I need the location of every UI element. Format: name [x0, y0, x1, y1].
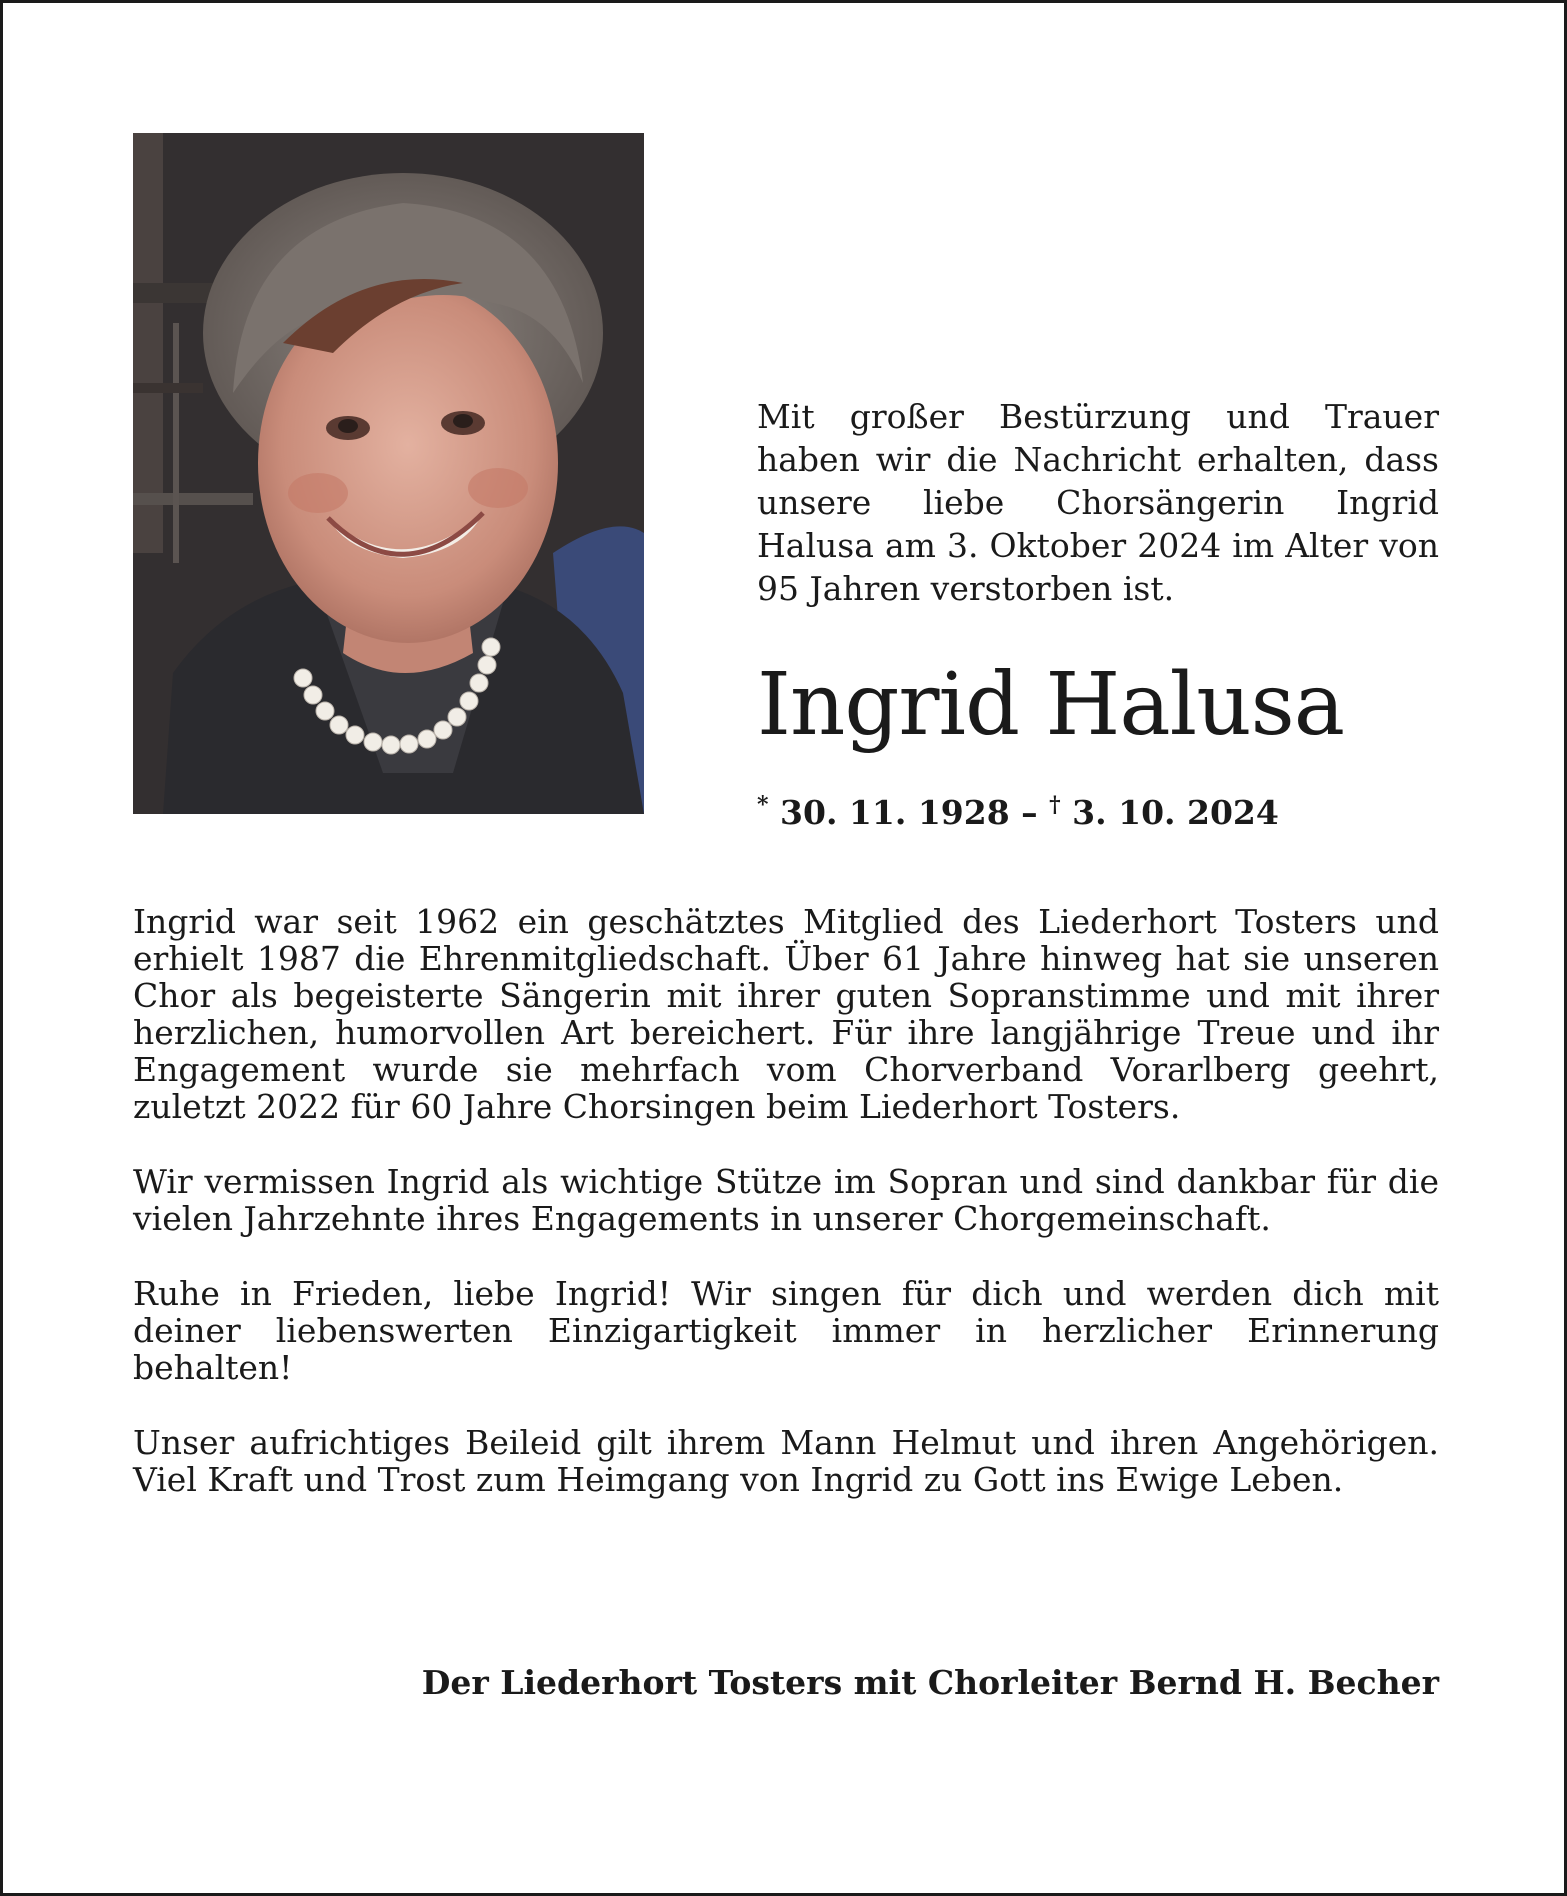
signature: Der Liederhort Tosters mit Chorleiter Bernd H. Becher	[421, 1663, 1439, 1702]
obituary-body	[133, 903, 1439, 1536]
life-dates	[757, 783, 1457, 835]
body-paragraph: Wir vermissen Ingrid als wichtige Stütze im Sopran und sind dankbar für die vielen Jahrzehnte ihres Engagements in unserer Chorgemeinschaft.	[133, 1162, 1439, 1238]
body-paragraph: Ruhe in Frieden, liebe Ingrid! Wir singen für dich und werden dich mit deiner liebenswerten Einzigartigkeit immer in herzlicher Erinnerung behalten!	[133, 1274, 1439, 1387]
birth-symbol: *	[757, 792, 769, 818]
death-date: 3. 10. 2024	[1072, 793, 1279, 832]
intro-text: Mit großer Bestürzung und Trauer haben wir die Nachricht erhalten, dass unsere liebe Chorsängerin Ingrid Halusa am 3. Oktober 2024 im Alter von 95 Jahren verstorben ist.	[757, 397, 1439, 608]
body-paragraph: Unser aufrichtiges Beileid gilt ihrem Mann Helmut und ihren Angehörigen. Viel Kraft und Trost zum Heimgang von Ingrid zu Gott ins Ewige Leben.	[133, 1423, 1439, 1499]
deceased-name: Ingrid Halusa	[757, 655, 1344, 755]
portrait-photo	[133, 133, 644, 814]
date-separator: –	[1009, 793, 1050, 832]
birth-date: 30. 11. 1928	[780, 793, 1010, 832]
death-symbol: †	[1049, 792, 1061, 818]
body-paragraph: Ingrid war seit 1962 ein geschätztes Mitglied des Liederhort Tosters und erhielt 1987 die Ehrenmitgliedschaft. Über 61 Jahre hinweg hat sie unseren Chor als begeisterte Sängerin mit ihrer guten Sopranstimme und mit ihrer herzlichen, humorvollen Art bereichert. Für ihre langjährige Treue und ihr Engagement wurde sie mehrfach vom Chorverband Vorarlberg geehrt, zuletzt 2022 für 60 Jahre Chorsingen beim Liederhort Tosters.	[133, 902, 1439, 1126]
